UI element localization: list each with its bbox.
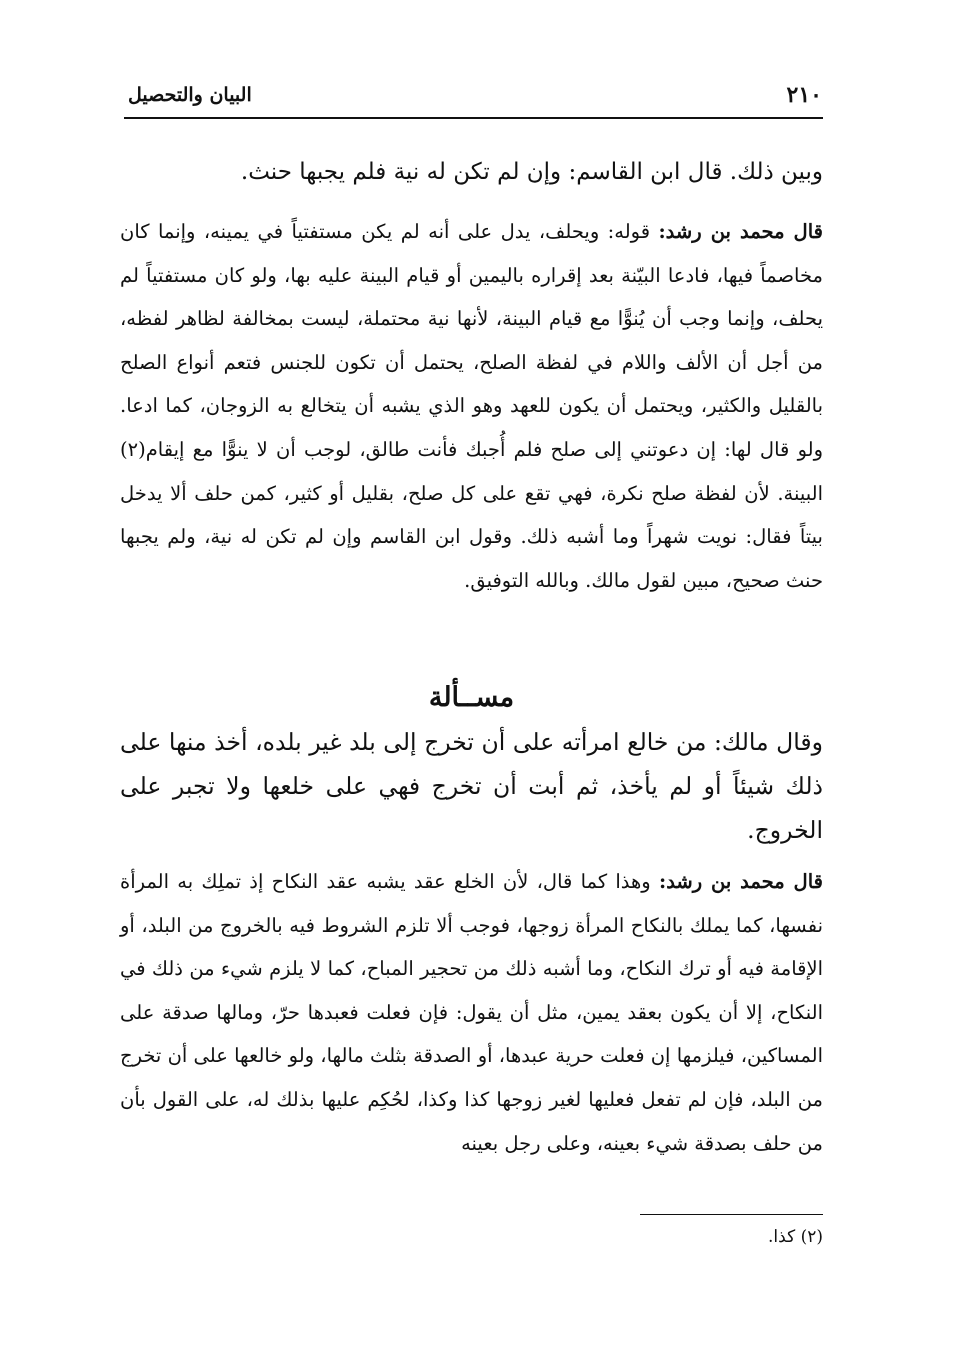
paragraph-1-text: وبين ذلك. قال ابن القاسم: وإن لم تكن له نية فلم يجبها حنث. [240,159,823,185]
header-rule [124,117,823,119]
paragraph-4-speaker: قال محمد بن رشد: [659,870,823,893]
paragraph-2-text: قوله: ويحلف، يدل على أنه لم يكن مستفتياً في يمينه، وإنما كان مخاصماً فيها، فادعا البيّنة بعد إقراره باليمين أو قيام البينة عليه بها، ولو كان مستفتياً لم يحلف، وإنما وجب أن يُنوًّا مع قيام البينة، لأنها نية محتملة، ليست بمخالفة لظاهر لفظه، من أجل أن الألف واللام في لفظة الصلح، يحتمل أن تكون للجنس فتعم أنواع الصلح بالقليل والكثير، ويحتمل أن يكون للعهد وهو الذي يشبه أن يتخالع به الزوجان، كما ادعا. ولو قال لها: إن دعوتني إلى صلح فلم أُجبك فأنت طالق، لوجب أن لا ينوًّا مع إيقام(٢) البينة. لأن لفظة صلح نكرة، فهي تقع على كل صلح، بقليل أو كثير، كمن حلف ألا يدخل بيتاً فقال: نويت شهراً وما أشبه ذلك. وقول ابن القاسم وإن لم تكن له نية، ولم يجبها حنث صحيح، مبين لقول مالك. وبالله التوفيق. [120,220,823,592]
paragraph-2-speaker: قال محمد بن رشد: [658,220,823,243]
paragraph-4 [120,860,823,1165]
book-title: البيان والتحصيل [128,84,252,106]
footnote-rule [640,1214,823,1215]
paragraph-4-text: وهذا كما قال، لأن الخلع عقد يشبه عقد النكاح إذ تملِك به المرأة نفسها، كما يملك بالنكاح المرأة زوجها، فوجب ألا تلزم الشروط فيه بالخروج من البلد، أو الإقامة فيه أو ترك النكاح، وما أشبه ذلك من تحجير المباح، كما لا يلزم شيء من ذلك في النكاح، إلا أن يكون بعقد يمين، مثل أن يقول: فإن فعلت فعبدها حرّ، ومالها صدقة على المساكين، فيلزمها إن فعلت حرية عبدها، أو الصدقة بثلث مالها، ولو خالعها على أن تخرج من البلد، فإن لم تفعل فعليها لغير زوجها كذا وكذا، لحُكِم عليها بذلك له، على القول بأن من حلف بصدقة شيء بعينه، وعلى رجل بعينه [120,870,823,1155]
page-number: ٢١٠ [786,82,822,108]
section-heading: مســألة [428,682,515,713]
paragraph-3 [120,720,823,852]
running-header [128,82,822,116]
paragraph-1 [120,152,823,192]
footnote: (٢) كذا. [768,1227,823,1247]
paragraph-3-text: وقال مالك: من خالع امرأته على أن تخرج إلى بلد غير بلده، أخذ منها على ذلك شيئاً أو لم يأخذ، ثم أبت أن تخرج فهي على خلعها ولا تجبر على الخروج. [120,728,823,844]
paragraph-2 [120,210,823,602]
